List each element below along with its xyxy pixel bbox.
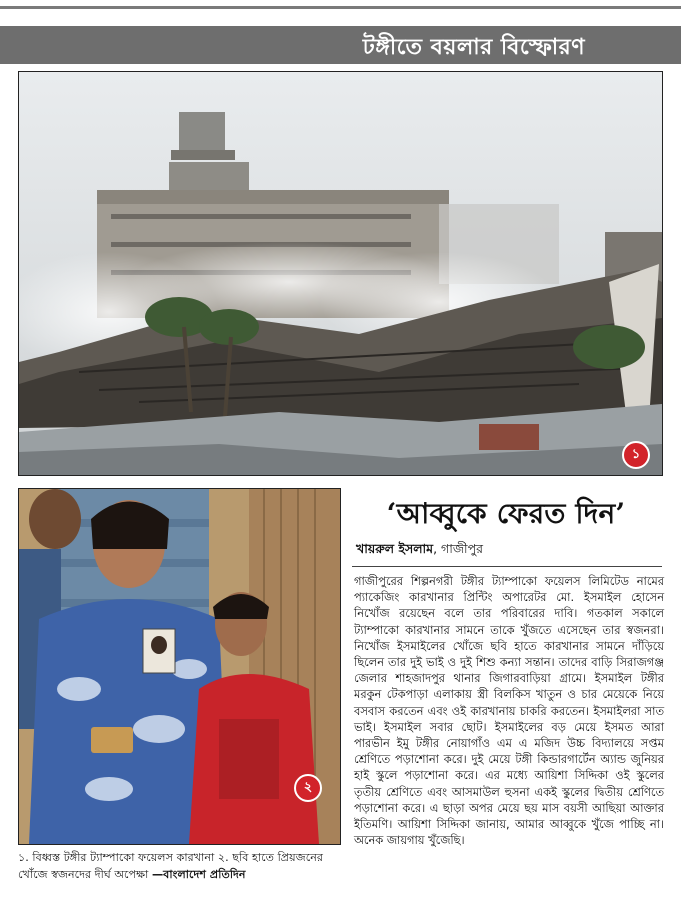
photo-credit: —বাংলাদেশ প্রতিদিন xyxy=(151,868,246,881)
section-header-bar xyxy=(0,26,681,64)
photo-caption xyxy=(18,849,348,883)
caption-text: ১. বিধ্বস্ত টঙ্গীর ট্যাম্পাকো ফয়েলস কারখানা ২. ছবি হাতে প্রিয়জনের খোঁজে স্বজনদের দীর্ঘ অপেক্ষা xyxy=(18,851,324,881)
photo-number-badge: ২ xyxy=(294,774,322,802)
dateline-location: , গাজীপুর xyxy=(433,541,483,556)
author-name: খায়রুল ইসলাম xyxy=(356,541,434,556)
article-headline: ‘আব্বুকে ফেরত দিন’ xyxy=(386,497,626,530)
factory-ruins-photo xyxy=(18,71,663,476)
top-rule xyxy=(0,6,681,9)
section-title: টঙ্গীতে বয়লার বিস্ফোরণ xyxy=(362,35,585,60)
photo-number-badge: ১ xyxy=(622,441,650,469)
byline-divider xyxy=(352,566,662,567)
relatives-photo xyxy=(18,488,341,845)
article-body: গাজীপুরের শিল্পনগরী টঙ্গীর ট্যাম্পাকো ফয়েলস লিমিটেড নামের প্যাকেজিং কারখানার প্রিন্টিং অপারেটর মো. ইসমাইল হোসেন নিখোঁজ রয়েছেন বলে তার পরিবারের দাবি। গতকাল সকালে ট্যাম্পাকো কারখানার সামনে তাকে খুঁজতে এসেছেন তার স্বজনরা। নিখোঁজ ইসমাইলের খোঁজে ছবি হাতে কারখানার সামনে দাঁড়িয়ে ছিলেন তার দুই ভাই ও দুই শিশু কন্যা সন্তান। তাদের বাড়ি সিরাজগঞ্জ জেলার শাহজাদপুর থানার জিগারবাড়িয়া গ্রামে। ইসমাইল টঙ্গীর মরকুন টেকপাড়া এলাকায় স্ত্রী বিলকিস খাতুন ও চার মেয়েকে নিয়ে বসবাস করতেন এবং ওই কারখানায় চাকরি করতেন। ইসমাইলরা সাত ভাই। ইসমাইল সবার ছোট। ইসমাইলের বড় মেয়ে ইসমত আরা পারভীন ইমু টঙ্গীর নোয়াগাঁও এম এ মজিদ উচ্চ বিদ্যালয়ে সপ্তম শ্রেণিতে পড়াশোনা করে। দুই মেয়ে টঙ্গী কিন্ডারগার্টেন অ্যান্ড জুনিয়র হাই স্কুলে পড়াশোনা করে। এর মধ্যে আয়িশা সিদ্দিকা ওই স্কুলের তৃতীয় শ্রেণিতে এবং আসমাউল হুসনা একই স্কুলের দ্বিতীয় শ্রেণিতে পড়াশোনা করে। এ ছাড়া অপর মেয়ে ছয় মাস বয়সী আছিয়া আক্তার ইতিমণি। আয়িশা সিদ্দিকা জানায়, আমার আব্বুকে খুঁজে পাচ্ছি না। অনেক জায়গায় খুঁজেছি। xyxy=(354,574,664,848)
byline xyxy=(356,541,662,561)
